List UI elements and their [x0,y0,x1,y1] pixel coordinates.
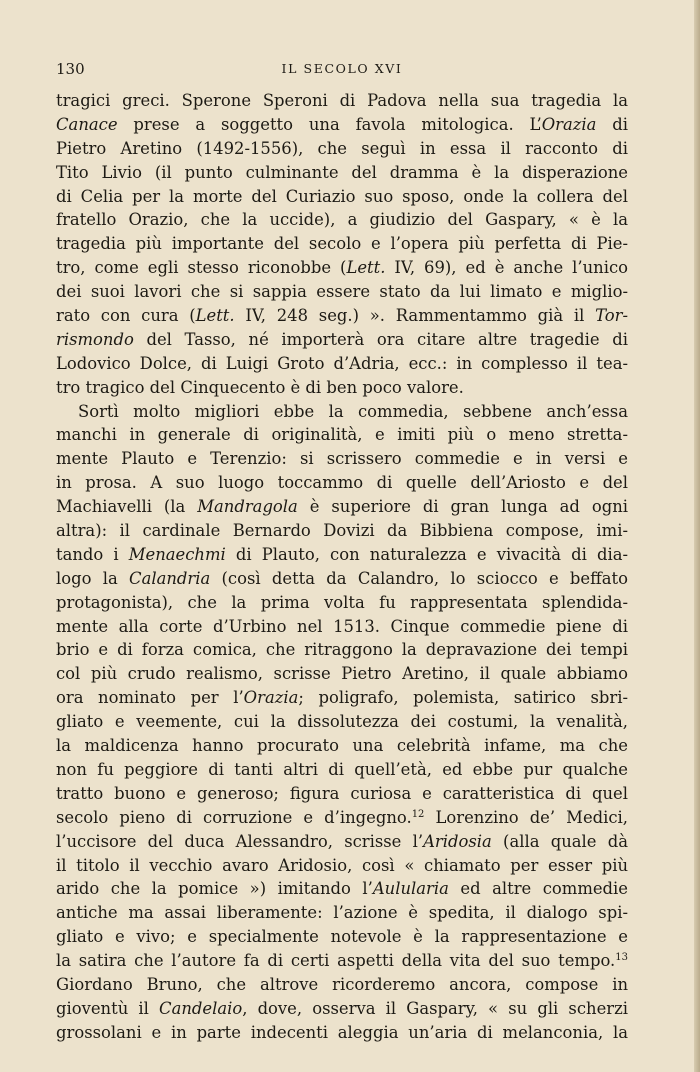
text-run: manchi in generale di originalità, e imiti più o meno stretta- [56,425,628,445]
text-run: Machiavelli (la [56,497,198,517]
italic-title: Aridosia [423,831,492,851]
text-run: dei suoi lavori che si sappia essere stato da lui limato e miglio- [56,282,628,302]
text-run: ora nominato per l’ [56,688,244,708]
text-run: non fu peggiore di tanti altri di quell’età, ed ebbe pur qualche [56,759,628,779]
text-run: tragici greci. Sperone Speroni di Padova nella sua tragedia la [56,91,628,110]
italic-title: Candelaio [159,998,243,1018]
text-line [56,304,628,328]
text-line [56,710,628,734]
text-line [56,638,628,662]
text-line [56,615,628,639]
text-line [56,280,628,304]
text-run: brio e di forza comica, che ritraggono la depravazione dei tempi [56,640,628,660]
text-run: gliato e vivo; e specialmente notevole è la rappresentazione e [56,927,628,947]
text-line [56,758,628,782]
page-number: 130 [56,60,85,78]
running-head [56,60,628,80]
italic-title: Lett. [346,258,386,278]
text-line [56,471,628,495]
text-line [56,806,628,830]
italic-title: Orazia [243,688,299,708]
text-line [56,376,628,400]
text-run: tragedia più importante del secolo e l’opera più perfetta di Pie- [56,234,628,254]
text-line [56,854,628,878]
text-run: è superiore di gran lunga ad ogni [297,497,628,517]
italic-title: Orazia [541,114,597,134]
text-run: (così detta da Calandro, lo sciocco e beffato [210,568,628,588]
italic-title: Calandria [129,568,211,588]
text-run: Pietro Aretino (1492-1556), che seguì in essa il racconto di [56,138,628,158]
footnote-marker: 13 [615,952,628,964]
text-line [56,519,628,543]
page-edge [694,0,700,1072]
text-run: prese a soggetto una favola mitologica. L’ [117,114,542,134]
text-line [56,1021,628,1045]
text-line [56,686,628,710]
text-line [56,997,628,1021]
text-line [56,423,628,447]
text-line [56,256,628,280]
italic-title: Tor- [595,306,628,326]
text-line [56,591,628,615]
text-run: Giordano Bruno, che altrove ricorderemo ancora, compose in [56,974,628,994]
text-run: IV, 248 seg.) ». Rammentammo già il [234,306,596,326]
text-run: il titolo il vecchio avaro Aridosio, così « chiamato per esser più [56,855,628,875]
text-line [56,185,628,209]
text-line [56,567,628,591]
text-line [56,113,628,137]
italic-title: Canace [56,114,118,134]
text-run: tro tragico del Cinquecento è di ben poco valore. [56,377,464,397]
text-line [56,161,628,185]
text-run: tro, come egli stesso riconobbe ( [56,258,347,278]
text-run: gioventù il [56,998,160,1018]
text-run: (alla quale dà [491,831,628,851]
text-line [56,901,628,925]
text-line [56,734,628,758]
text-run: ; poligrafo, polemista, satirico sbri- [298,688,628,708]
italic-title: Mandragola [197,497,298,517]
text-run: protagonista), che la prima volta fu rappresentata splendida- [56,592,628,612]
text-line [56,400,628,424]
text-line [56,352,628,376]
text-run: Sortì molto migliori ebbe la commedia, sebbene anch’essa [78,401,628,421]
text-run: rato con cura ( [56,306,196,326]
text-run: , dove, osserva il Gaspary, « su gli scherzi [242,998,628,1018]
text-run: la satira che l’autore fa di certi aspetti della vita del suo tempo. [56,951,616,971]
text-run: in prosa. A suo luogo toccammo di quelle dell’Ariosto e del [56,473,628,493]
text-run: col più crudo realismo, scrisse Pietro Aretino, il quale abbiamo [56,664,628,684]
text-line [56,208,628,232]
footnote-marker: 12 [411,808,425,820]
text-line [56,543,628,567]
text-run: antiche ma assai liberamente: l’azione è spedita, il dialogo spi- [56,903,628,923]
text-line [56,495,628,519]
text-line [56,137,628,161]
text-run: fratello Orazio, che la uccide), a giudizio del Gaspary, « è la [56,210,628,230]
text-line [56,232,628,256]
text-run: Lodovico Dolce, di Luigi Groto d’Adria, ecc.: in complesso il tea- [56,353,628,373]
text-run: arido che la pomice ») imitando l’ [56,879,373,899]
text-run: la maldicenza hanno procurato una celebrità infame, ma che [56,736,628,756]
italic-title: Aulularia [372,879,449,899]
text-line [56,328,628,352]
text-line [56,447,628,471]
italic-title: rismondo [56,329,134,349]
text-run: altra): il cardinale Bernardo Dovizi da Bibbiena compose, imi- [56,521,628,541]
text-run: del Tasso, né importerà ora citare altre tragedie di [133,329,628,349]
text-run: di Plauto, con naturalezza e vivacità di dia- [225,544,629,564]
text-run: Tito Livio (il punto culminante del dramma è la disperazione [56,162,628,182]
running-title: IL SECOLO XVI [281,61,403,76]
italic-title: Lett. [195,306,235,326]
text-run: l’uccisore del duca Alessandro, scrisse l’ [56,831,424,851]
text-line [56,949,628,973]
text-line [56,89,628,113]
text-line [56,877,628,901]
text-line [56,973,628,997]
text-run: logo la [56,568,130,588]
body-text [56,89,628,1045]
text-run: secolo pieno di corruzione e d’ingegno. [56,807,412,827]
text-run: di [596,114,628,134]
text-run: tratto buono e generoso; figura curiosa e caratteristica di quel [56,783,628,803]
italic-title: Menaechmi [128,544,226,564]
text-line [56,782,628,806]
text-run: Lorenzino de’ Medici, [424,807,629,827]
text-line [56,830,628,854]
text-run: mente alla corte d’Urbino nel 1513. Cinque commedie piene di [56,616,628,636]
text-run: di Celia per la morte del Curiazio suo sposo, onde la collera del [56,186,628,206]
text-run: gliato e veemente, cui la dissolutezza dei costumi, la venalità, [56,712,628,732]
text-run: tando i [56,544,129,564]
text-run: ed altre commedie [448,879,628,899]
text-run: mente Plauto e Terenzio: si scrissero commedie e in versi e [56,449,628,469]
text-run: grossolani e in parte indecenti aleggia un’aria di melanconia, la [56,1022,628,1042]
text-line [56,662,628,686]
text-line [56,925,628,949]
text-run: IV, 69), ed è anche l’unico [385,258,628,278]
